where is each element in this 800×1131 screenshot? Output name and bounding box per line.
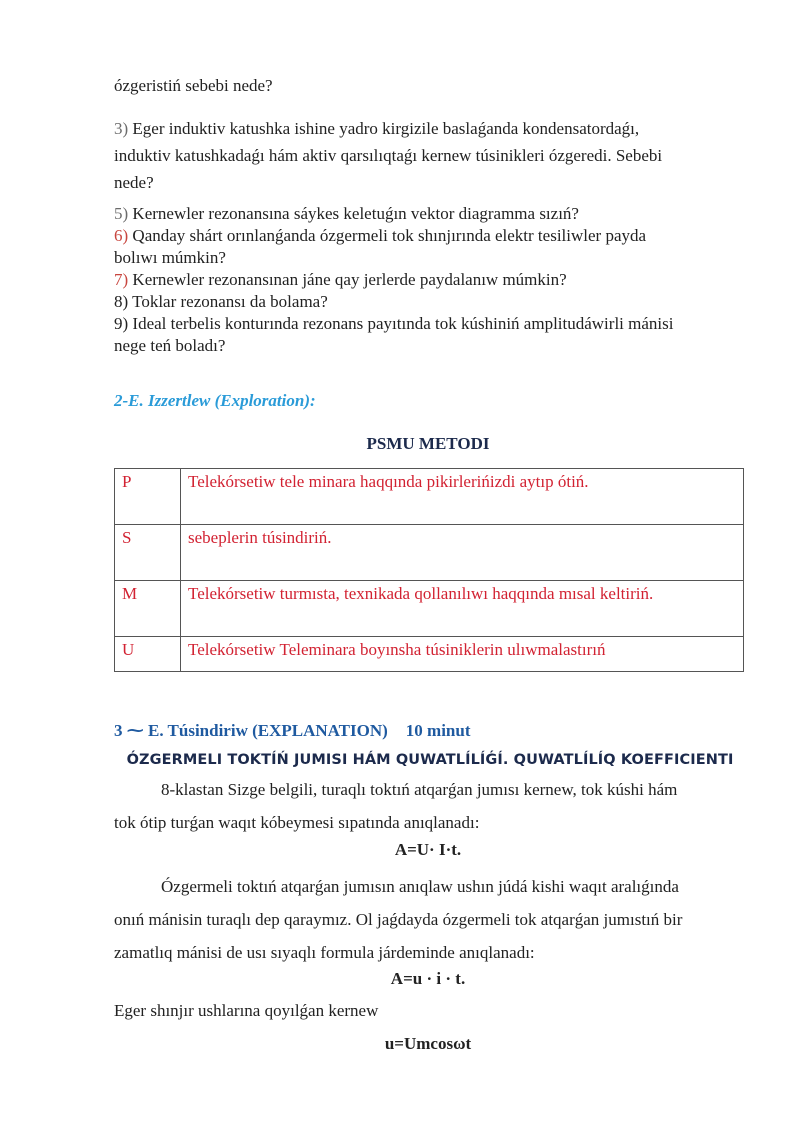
question-9-number: 9) [114, 314, 129, 333]
question-3-line-2: induktiv katushkadaǵı hám aktiv qarsılıqtaǵı kernew túsinikleri ózgeredi. Sebebi [114, 146, 663, 165]
question-5-text: Kernewler rezonansına sáykes keletuǵın vektor diagramma sızıń? [132, 204, 579, 223]
question-8-number: 8) [114, 292, 129, 311]
question-7-number: 7) [114, 270, 129, 289]
section-3-label: 3 ⁓ E. Túsindiriw (EXPLANATION) [114, 721, 388, 740]
psmu-text-p: Telekórsetiw tele minara haqqında pikirlerińizdi aytıp ótiń. [181, 469, 744, 525]
psmu-text-s: sebeplerin túsindiriń. [181, 525, 744, 581]
paragraph-2-line-2: onıń mánisin turaqlı dep qaraymız. Ol jaǵdayda ózgermeli tok atqarǵan jumıstıń bir [114, 910, 683, 929]
paragraph-1-line-1: 8-klastan Sizge belgili, turaqlı toktıń atqarǵan jumısı kernew, tok kúshi hám [161, 780, 678, 799]
question-8 [114, 291, 742, 313]
psmu-title: PSMU METODI [366, 434, 490, 453]
psmu-row-s [115, 525, 744, 581]
question-3-line-1: Eger induktiv katushka ishine yadro kirgizile baslaǵanda kondensatordaǵı, [132, 119, 640, 138]
psmu-row-m [115, 581, 744, 637]
psmu-text-m: Telekórsetiw turmısta, texnikada qollanılıwı haqqında mısal keltiriń. [181, 581, 744, 637]
question-3-line-3: nede? [114, 173, 154, 192]
question-6-line-2: bolıwı múmkin? [114, 248, 226, 267]
psmu-row-p [115, 469, 744, 525]
question-7-text: Kernewler rezonansınan jáne qay jerlerde paydalanıw múmkin? [132, 270, 567, 289]
paragraph-3: Eger shınjır ushlarına qoyılǵan kernew [114, 1001, 379, 1020]
psmu-row-u [115, 637, 744, 672]
psmu-key-s: S [115, 525, 181, 581]
exploration-heading: 2-E. Izzertlew (Exploration): [114, 391, 316, 410]
paragraph-2-line-1: Ózgermeli toktıń atqarǵan jumısın anıqlaw ushın júdá kishi waqıt aralıǵında [161, 877, 679, 896]
question-3-number: 3) [114, 119, 129, 138]
question-3 [114, 115, 742, 196]
question-5-number: 5) [114, 204, 129, 223]
formula-1: A=U· I·t. [394, 840, 462, 859]
question-list [114, 203, 742, 357]
formula-3: u=Umcosωt [384, 1034, 472, 1053]
question-9-line-1 [114, 313, 742, 335]
question-7 [114, 269, 742, 291]
section-3-heading [114, 721, 742, 741]
question-2-tail: ózgeristiń sebebi nede? [114, 76, 273, 95]
psmu-key-m: M [115, 581, 181, 637]
question-9-text-1: Ideal terbelis konturında rezonans payıtında tok kúshiniń amplitudáwirli mánisi [132, 314, 674, 333]
topic-title: ÓZGERMELI TOKTÍŃ JUMISI HÁM QUWATLÍLÍǴÍ. QUWATLÍLÍQ KOEFFICIENTI [126, 752, 734, 768]
question-6-line-1 [114, 225, 742, 247]
psmu-key-p: P [115, 469, 181, 525]
psmu-text-u: Telekórsetiw Teleminara boyınsha túsiniklerin ulıwmalastırıń [181, 637, 744, 672]
psmu-table [114, 468, 744, 672]
paragraph-1 [114, 773, 742, 839]
paragraph-1-line-2: tok ótip turǵan waqıt kóbeymesi sıpatında anıqlanadı: [114, 813, 480, 832]
section-3-duration: 10 minut [405, 721, 471, 740]
psmu-key-u: U [115, 637, 181, 672]
question-9-line-2: nege teń boladı? [114, 336, 226, 355]
question-5 [114, 203, 742, 225]
paragraph-2 [114, 870, 742, 969]
question-6-text-1: Qanday shárt orınlanǵanda ózgermeli tok shınjırında elektr tesiliwler payda [132, 226, 647, 245]
formula-2: A=u · i · t. [390, 969, 466, 988]
paragraph-2-line-3: zamatlıq mánisi de usı sıyaqlı formula járdeminde anıqlanadı: [114, 943, 535, 962]
question-6-number: 6) [114, 226, 129, 245]
question-8-text: Toklar rezonansı da bolama? [132, 292, 328, 311]
question-continuation [114, 76, 742, 96]
